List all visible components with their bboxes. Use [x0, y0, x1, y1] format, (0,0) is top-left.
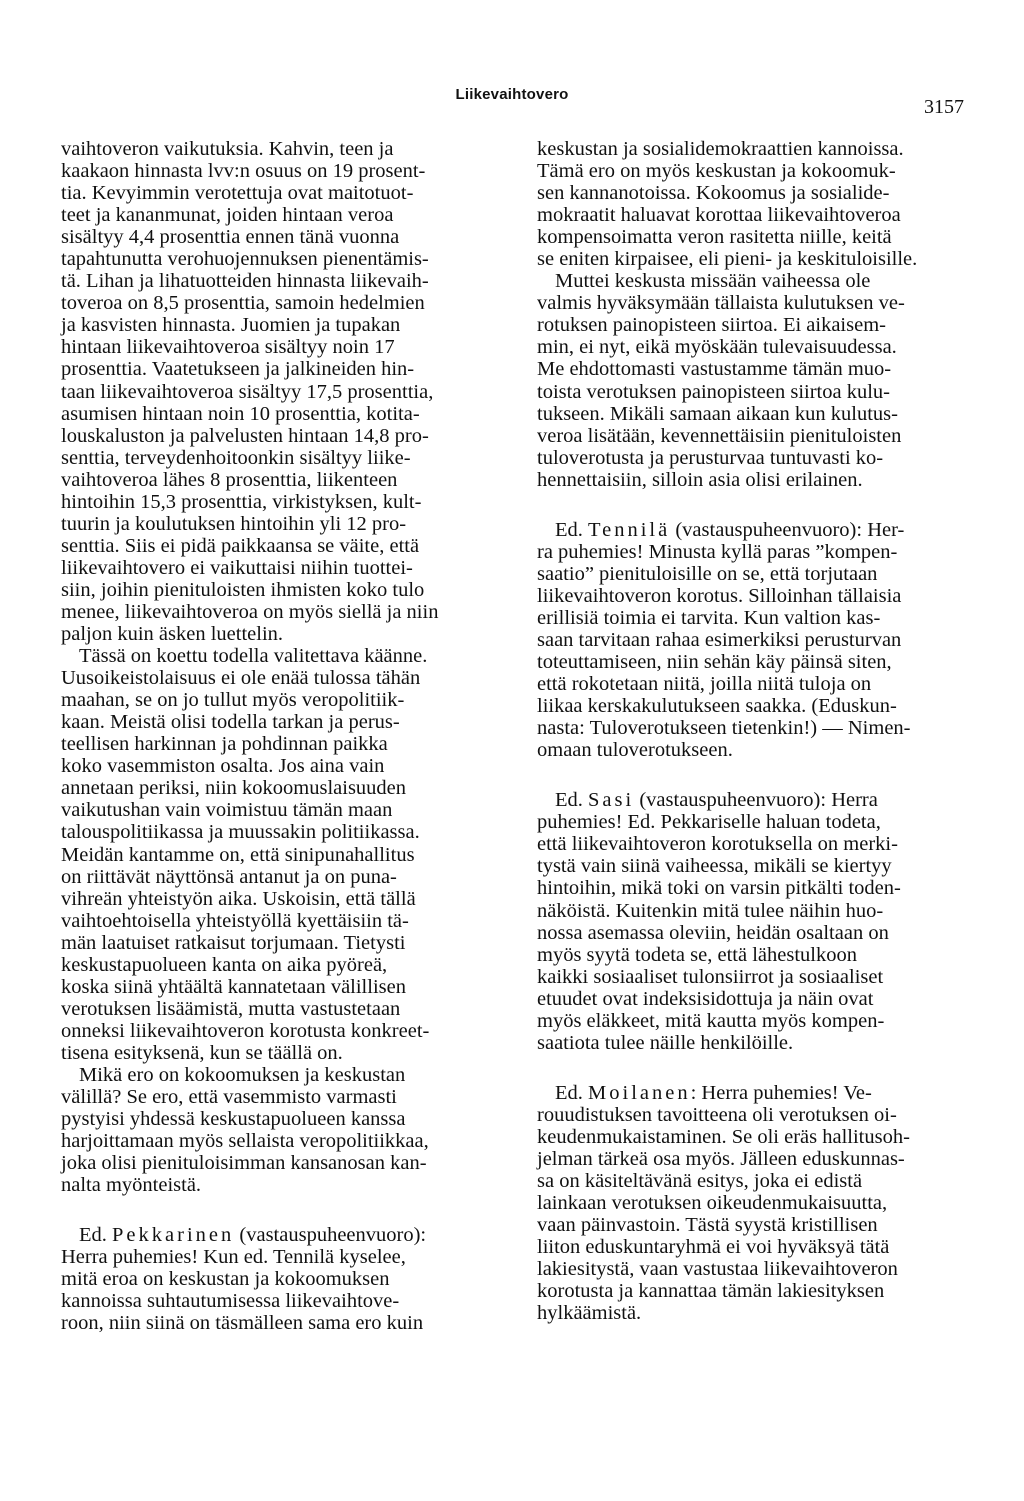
right-column	[537, 138, 973, 1324]
speech-prefix: Ed.	[555, 1081, 589, 1104]
paragraph: keskustan ja sosialidemokraattien kannoissa. Tämä ero on myös keskustan ja kokoomuk- sen kannanotoissa. Kokoomus ja sosialide- mokraatit haluavat korottaa liikevaihtoveroa kompensoimatta veron rasitetta niille, keitä se eniten kirpaisee, eli pieni- ja keskituloisille.	[537, 138, 918, 271]
speaker-name: Moilanen	[588, 1081, 691, 1104]
speech-text: (vastauspuheenvuoro): Herra puhemies! Ed. Pekkariselle haluan todeta, että liikevaihtoveron korotuksella on merki- tystä vain siinä vaiheessa, mikäli se kiertyy hintoihin, mikä toki on varsin pitkälti toden- näköistä. Kuitenkin mitä tulee näihin huo- nossa asemassa oleviin, heidän osaltaan on myös syytä todeta se, että lähestulkoon kaikki sosiaaliset tulonsiirrot ja sosiaaliset etuudet ovat indeksisidottuja ja näin ovat myös eläkkeet, mitä kautta myös kompen- saatiota tulee näille henkilöille.	[537, 789, 901, 1054]
paragraph: Muttei keskusta missään vaiheessa ole valmis hyväksymään tällaista kulutuksen ve- rotuksen painopisteen siirtoa. Ei aikaisem- min, ei nyt, eikä myöskään tulevaisuudessa. Me ehdottomasti vastustamme tämän muo- toista verotuksen painopisteen siirtoa kulu- tukseen. Mikäli samaan aikaan kun kulutus- veroa lisätään, kevennettäisiin pienituloisten tuloverotusta ja perusturvaa tuntuvasti ko- hennettaisiin, silloin asia olisi erilainen.	[537, 270, 905, 491]
speech-text: : Herra puhemies! Ve- rouudistuksen tavoitteena oli verotuksen oi- keudenmukaistaminen. Se oli eräs hallitusoh- jelman tärkeä osa myös. Jälleen eduskunnas- sa on käsiteltävänä esitys, joka ei edistä lainkaan verotuksen oikeudenmukaisuutta, vaan päinvastoin. Tästä syystä kristillisen liiton eduskuntaryhmä ei voi hyväksyä tätä lakiesitystä, vaan vastustaa liikevaihtoveron korotusta ja kannattaa tämän lakiesityksen hylkäämistä.	[537, 1081, 910, 1325]
speech-sasi	[537, 789, 973, 1054]
left-column	[61, 138, 497, 1334]
paragraph: vaihtoveron vaikutuksia. Kahvin, teen ja kaakaon hinnasta lvv:n osuus on 19 prosent- tia. Kevyimmin verotettuja ovat maitotuot- teet ja kananmunat, joiden hintaan veroa sisältyy 4,4 prosenttia ennen tänä vuonna tapahtunutta verohuojennuksen pienentämis- tä. Lihan ja lihatuotteiden hinnasta liikevaih- toveroa on 8,5 prosenttia, samoin hedelmien ja kasvisten hinnasta. Juomien ja tupakan hintaan liikevaihtoveroa sisältyy noin 17 prosenttia. Vaatetukseen ja jalkineiden hin- taan liikevaihtoveroa sisältyy 17,5 prosenttia, asumisen hintaan noin 10 prosenttia, kotita- louskaluston ja palvelusten hintaan 14,8 pro- senttia, terveydenhoitoonkin sisältyy liike- vaihtoveroa lähes 8 prosenttia, liikenteen hintoihin 15,3 prosenttia, virkistyksen, kult- tuurin ja koulutuksen hintoihin yli 12 pro- senttia. Siis ei pidä paikkaansa se väite, että liikevaihtovero ei vaikuttaisi niihin tuottei- siin, joihin pienituloisten ihmisten koko tulo menee, liikevaihtoveroa on myös siellä ja niin paljon kuin äsken luettelin.	[61, 138, 439, 646]
paragraph: Tässä on koettu todella valitettava käänne. Uusoikeistolaisuus ei ole enää tulossa tähän maahan, se on jo tullut myös veropolitiik- kaan. Meistä olisi todella tarkan ja perus- teellisen harkinnan ja pohdinnan paikka koko vasemmiston osalta. Jos aina vain annetaan periksi, niin kokoomuslaisuuden vaikutushan vain voimistuu tämän maan talouspolitiikassa ja muussakin politiikassa. Meidän kantamme on, että sinipunahallitus on riittävät näyttönsä antanut ja on puna- vihreän yhteistyön aika. Uskoisin, että tällä vaihtoehtoisella yhteistyöllä kyettäisiin tä- män laatuiset ratkaisut torjumaan. Tietysti keskustapuolueen kanta on aika pyöreä, koska siinä yhtäältä kannatetaan välillisen verotuksen lisäämistä, mutta vastustetaan onneksi liikevaihtoveron korotusta konkreet- tisena esityksenä, kun se täällä on.	[61, 645, 430, 1064]
page-number: 3157	[924, 96, 964, 118]
speaker-name: Sasi	[588, 789, 635, 812]
speech-prefix: Ed.	[79, 1224, 113, 1247]
speech-prefix: Ed.	[555, 518, 589, 541]
running-header-title: Liikevaihtovero	[455, 86, 569, 103]
speech-tennila	[537, 519, 973, 762]
speech-text: (vastauspuheenvuoro): Her- ra puhemies! Minusta kyllä paras ”kompen- saatio” pienituloisille on se, että torjutaan liikevaihtoveron korotus. Silloinhan tällaisia erillisiä toimia ei tarvita. Kun valtion kas- saan tarvitaan rahaa esimerkiksi perusturvan toteuttamiseen, niin sehän käy päinsä siten, että rokotetaan niitä, joilla niitä tuloja on liikaa kerskakulutukseen saakka. (Eduskun- nasta: Tuloverotukseen tietenkin!) — Nimen- omaan tuloverotukseen.	[537, 518, 911, 762]
speech-prefix: Ed.	[555, 789, 589, 812]
speaker-name: Pekkarinen	[112, 1224, 235, 1247]
speech-pekkarinen	[61, 1224, 497, 1334]
speaker-name: Tennilä	[588, 518, 671, 541]
speech-moilanen	[537, 1082, 973, 1325]
speech-text: (vastauspuheenvuoro): Herra puhemies! Kun ed. Tennilä kyselee, mitä eroa on keskustan ja kokoomuksen kannoissa suhtautumisessa liikevaihtove- roon, niin siinä on täsmälleen sama ero kuin	[61, 1224, 427, 1335]
paragraph: Mikä ero on kokoomuksen ja keskustan välillä? Se ero, että vasemmisto varmasti pystyisi yhdessä keskustapuolueen kanssa harjoittamaan myös sellaista veropolitiikkaa, joka olisi pienituloisimman kansanosan kan- nalta myönteistä.	[61, 1063, 429, 1197]
